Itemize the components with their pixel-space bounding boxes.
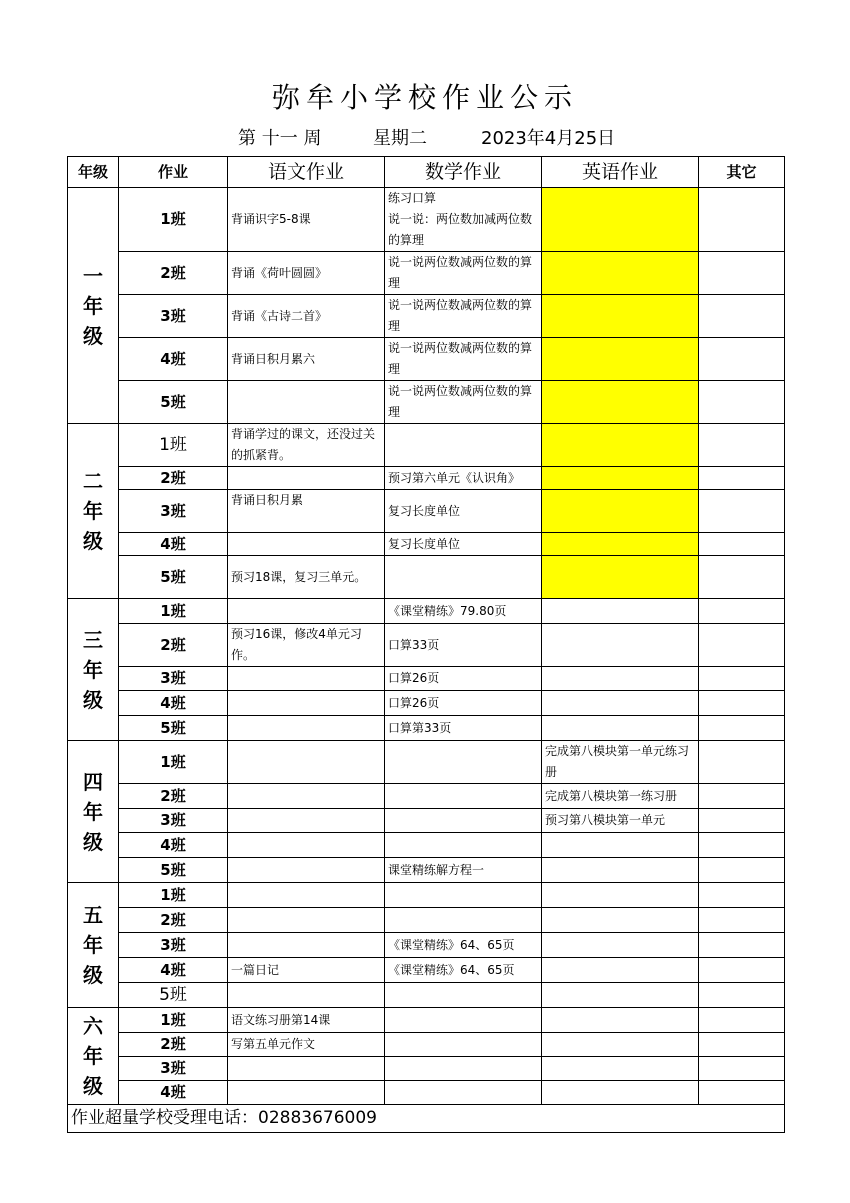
header-other: 其它	[699, 157, 785, 188]
other-homework-cell	[699, 908, 785, 933]
class-label: 4班	[119, 533, 228, 556]
class-label: 1班	[119, 424, 228, 467]
date-label: 2023年4月25日	[481, 128, 616, 149]
chinese-homework-cell	[228, 667, 385, 691]
english-homework-cell	[542, 556, 699, 599]
english-homework-cell	[542, 716, 699, 741]
chinese-homework-cell	[228, 933, 385, 958]
chinese-homework-cell: 背诵识字5-8课	[228, 188, 385, 252]
english-homework-cell	[542, 599, 699, 624]
chinese-homework-cell: 一篇日记	[228, 958, 385, 983]
other-homework-cell	[699, 467, 785, 490]
table-row	[68, 667, 785, 691]
english-homework-cell	[542, 1008, 699, 1033]
table-row	[68, 1008, 785, 1033]
table-row	[68, 741, 785, 784]
other-homework-cell	[699, 784, 785, 809]
math-homework-cell: 课堂精练解方程一	[385, 858, 542, 883]
other-homework-cell	[699, 624, 785, 667]
page-title: 弥牟小学校作业公示	[271, 81, 578, 114]
chinese-homework-cell	[228, 784, 385, 809]
chinese-homework-cell	[228, 858, 385, 883]
class-label: 5班	[119, 858, 228, 883]
chinese-homework-cell	[228, 691, 385, 716]
english-homework-cell	[542, 858, 699, 883]
english-homework-cell	[542, 667, 699, 691]
chinese-homework-cell	[228, 716, 385, 741]
header-english: 英语作业	[542, 157, 699, 188]
table-row	[68, 933, 785, 958]
chinese-homework-cell	[228, 467, 385, 490]
math-homework-cell: 口算26页	[385, 667, 542, 691]
other-homework-cell	[699, 424, 785, 467]
english-homework-cell	[542, 424, 699, 467]
class-label: 3班	[119, 809, 228, 833]
class-label: 3班	[119, 490, 228, 533]
english-homework-cell	[542, 958, 699, 983]
math-homework-cell	[385, 833, 542, 858]
math-homework-cell: 口算第33页	[385, 716, 542, 741]
other-homework-cell	[699, 809, 785, 833]
class-label: 4班	[119, 833, 228, 858]
grade-label: 六 年 级	[68, 1008, 119, 1105]
table-row	[68, 1081, 785, 1105]
chinese-homework-cell	[228, 983, 385, 1008]
english-homework-cell	[542, 1081, 699, 1105]
chinese-homework-cell: 背诵日积月累六	[228, 338, 385, 381]
other-homework-cell	[699, 381, 785, 424]
english-homework-cell: 预习第八模块第一单元	[542, 809, 699, 833]
chinese-homework-cell: 背诵日积月累	[228, 490, 385, 533]
other-homework-cell	[699, 1008, 785, 1033]
table-row	[68, 599, 785, 624]
other-homework-cell	[699, 188, 785, 252]
table-row	[68, 381, 785, 424]
table-row	[68, 424, 785, 467]
table-row	[68, 809, 785, 833]
class-label: 2班	[119, 467, 228, 490]
table-row	[68, 691, 785, 716]
math-homework-cell	[385, 424, 542, 467]
chinese-homework-cell: 预习16课，修改4单元习作。	[228, 624, 385, 667]
english-homework-cell	[542, 381, 699, 424]
english-homework-cell	[542, 490, 699, 533]
table-row	[68, 1033, 785, 1057]
other-homework-cell	[699, 716, 785, 741]
other-homework-cell	[699, 490, 785, 533]
math-homework-cell	[385, 1057, 542, 1081]
math-homework-cell	[385, 809, 542, 833]
english-homework-cell	[542, 467, 699, 490]
english-homework-cell	[542, 338, 699, 381]
math-homework-cell: 说一说两位数减两位数的算理	[385, 252, 542, 295]
chinese-homework-cell	[228, 908, 385, 933]
homework-table	[67, 156, 785, 1133]
class-label: 2班	[119, 1033, 228, 1057]
class-label: 3班	[119, 933, 228, 958]
weekday-label: 星期二	[373, 128, 427, 149]
english-homework-cell	[542, 883, 699, 908]
math-homework-cell: 复习长度单位	[385, 490, 542, 533]
class-label: 5班	[119, 716, 228, 741]
grade-label: 一 年 级	[68, 188, 119, 424]
other-homework-cell	[699, 691, 785, 716]
grade-label: 三 年 级	[68, 599, 119, 741]
english-homework-cell	[542, 1057, 699, 1081]
other-homework-cell	[699, 338, 785, 381]
english-homework-cell	[542, 624, 699, 667]
math-homework-cell: 《课堂精练》79.80页	[385, 599, 542, 624]
english-homework-cell	[542, 908, 699, 933]
table-row	[68, 983, 785, 1008]
chinese-homework-cell: 预习18课，复习三单元。	[228, 556, 385, 599]
table-row	[68, 784, 785, 809]
class-label: 2班	[119, 784, 228, 809]
other-homework-cell	[699, 883, 785, 908]
math-homework-cell	[385, 1008, 542, 1033]
class-label: 5班	[119, 983, 228, 1008]
math-homework-cell: 预习第六单元《认识角》	[385, 467, 542, 490]
other-homework-cell	[699, 933, 785, 958]
math-homework-cell: 《课堂精练》64、65页	[385, 933, 542, 958]
chinese-homework-cell	[228, 741, 385, 784]
chinese-homework-cell	[228, 809, 385, 833]
english-homework-cell: 完成第八模块第一练习册	[542, 784, 699, 809]
other-homework-cell	[699, 599, 785, 624]
math-homework-cell: 说一说两位数减两位数的算理	[385, 381, 542, 424]
other-homework-cell	[699, 295, 785, 338]
header-grade: 年级	[68, 157, 119, 188]
complaint-phone-note: 作业超量学校受理电话：02883676009	[68, 1105, 785, 1133]
week-label: 第 十一 周	[238, 128, 322, 149]
english-homework-cell	[542, 295, 699, 338]
other-homework-cell	[699, 1081, 785, 1105]
class-label: 4班	[119, 958, 228, 983]
math-homework-cell	[385, 784, 542, 809]
table-row	[68, 833, 785, 858]
english-homework-cell	[542, 691, 699, 716]
table-row	[68, 490, 785, 533]
table-row	[68, 958, 785, 983]
table-row	[68, 188, 785, 252]
class-label: 3班	[119, 295, 228, 338]
chinese-homework-cell: 背诵《荷叶圆圆》	[228, 252, 385, 295]
chinese-homework-cell	[228, 1057, 385, 1081]
other-homework-cell	[699, 858, 785, 883]
header-row	[68, 157, 785, 188]
table-row	[68, 624, 785, 667]
other-homework-cell	[699, 958, 785, 983]
class-label: 4班	[119, 338, 228, 381]
other-homework-cell	[699, 833, 785, 858]
class-label: 3班	[119, 667, 228, 691]
math-homework-cell	[385, 741, 542, 784]
other-homework-cell	[699, 741, 785, 784]
other-homework-cell	[699, 533, 785, 556]
class-label: 2班	[119, 252, 228, 295]
table-row	[68, 533, 785, 556]
class-label: 1班	[119, 883, 228, 908]
math-homework-cell	[385, 908, 542, 933]
chinese-homework-cell	[228, 883, 385, 908]
math-homework-cell	[385, 983, 542, 1008]
english-homework-cell: 完成第八模块第一单元练习册	[542, 741, 699, 784]
math-homework-cell: 说一说两位数减两位数的算理	[385, 338, 542, 381]
class-label: 1班	[119, 1008, 228, 1033]
math-homework-cell: 口算33页	[385, 624, 542, 667]
class-label: 5班	[119, 556, 228, 599]
math-homework-cell	[385, 556, 542, 599]
chinese-homework-cell	[228, 599, 385, 624]
grade-label: 五 年 级	[68, 883, 119, 1008]
english-homework-cell	[542, 1033, 699, 1057]
english-homework-cell	[542, 188, 699, 252]
chinese-homework-cell	[228, 381, 385, 424]
english-homework-cell	[542, 983, 699, 1008]
class-label: 4班	[119, 691, 228, 716]
table-row	[68, 858, 785, 883]
other-homework-cell	[699, 667, 785, 691]
other-homework-cell	[699, 1033, 785, 1057]
math-homework-cell	[385, 1033, 542, 1057]
other-homework-cell	[699, 252, 785, 295]
chinese-homework-cell: 背诵《古诗二首》	[228, 295, 385, 338]
table-row	[68, 556, 785, 599]
class-label: 1班	[119, 599, 228, 624]
english-homework-cell	[542, 833, 699, 858]
math-homework-cell	[385, 1081, 542, 1105]
english-homework-cell	[542, 252, 699, 295]
header-math: 数学作业	[385, 157, 542, 188]
class-label: 4班	[119, 1081, 228, 1105]
header-chinese: 语文作业	[228, 157, 385, 188]
english-homework-cell	[542, 533, 699, 556]
footer-row	[68, 1105, 785, 1133]
math-homework-cell: 复习长度单位	[385, 533, 542, 556]
table-row	[68, 908, 785, 933]
other-homework-cell	[699, 983, 785, 1008]
table-row	[68, 883, 785, 908]
chinese-homework-cell: 语文练习册第14课	[228, 1008, 385, 1033]
class-label: 2班	[119, 908, 228, 933]
other-homework-cell	[699, 556, 785, 599]
math-homework-cell: 口算26页	[385, 691, 542, 716]
header-homework: 作业	[119, 157, 228, 188]
table-row	[68, 467, 785, 490]
chinese-homework-cell: 背诵学过的课文，还没过关的抓紧背。	[228, 424, 385, 467]
other-homework-cell	[699, 1057, 785, 1081]
chinese-homework-cell	[228, 833, 385, 858]
grade-label: 四 年 级	[68, 741, 119, 883]
table-row	[68, 338, 785, 381]
table-row	[68, 716, 785, 741]
class-label: 2班	[119, 624, 228, 667]
class-label: 3班	[119, 1057, 228, 1081]
table-row	[68, 1057, 785, 1081]
class-label: 1班	[119, 741, 228, 784]
table-row	[68, 252, 785, 295]
chinese-homework-cell	[228, 1081, 385, 1105]
chinese-homework-cell	[228, 533, 385, 556]
class-label: 5班	[119, 381, 228, 424]
math-homework-cell: 练习口算 说一说：两位数加减两位数的算理	[385, 188, 542, 252]
class-label: 1班	[119, 188, 228, 252]
table-row	[68, 295, 785, 338]
chinese-homework-cell: 写第五单元作文	[228, 1033, 385, 1057]
math-homework-cell: 说一说两位数减两位数的算理	[385, 295, 542, 338]
english-homework-cell	[542, 933, 699, 958]
grade-label: 二 年 级	[68, 424, 119, 599]
math-homework-cell: 《课堂精练》64、65页	[385, 958, 542, 983]
math-homework-cell	[385, 883, 542, 908]
